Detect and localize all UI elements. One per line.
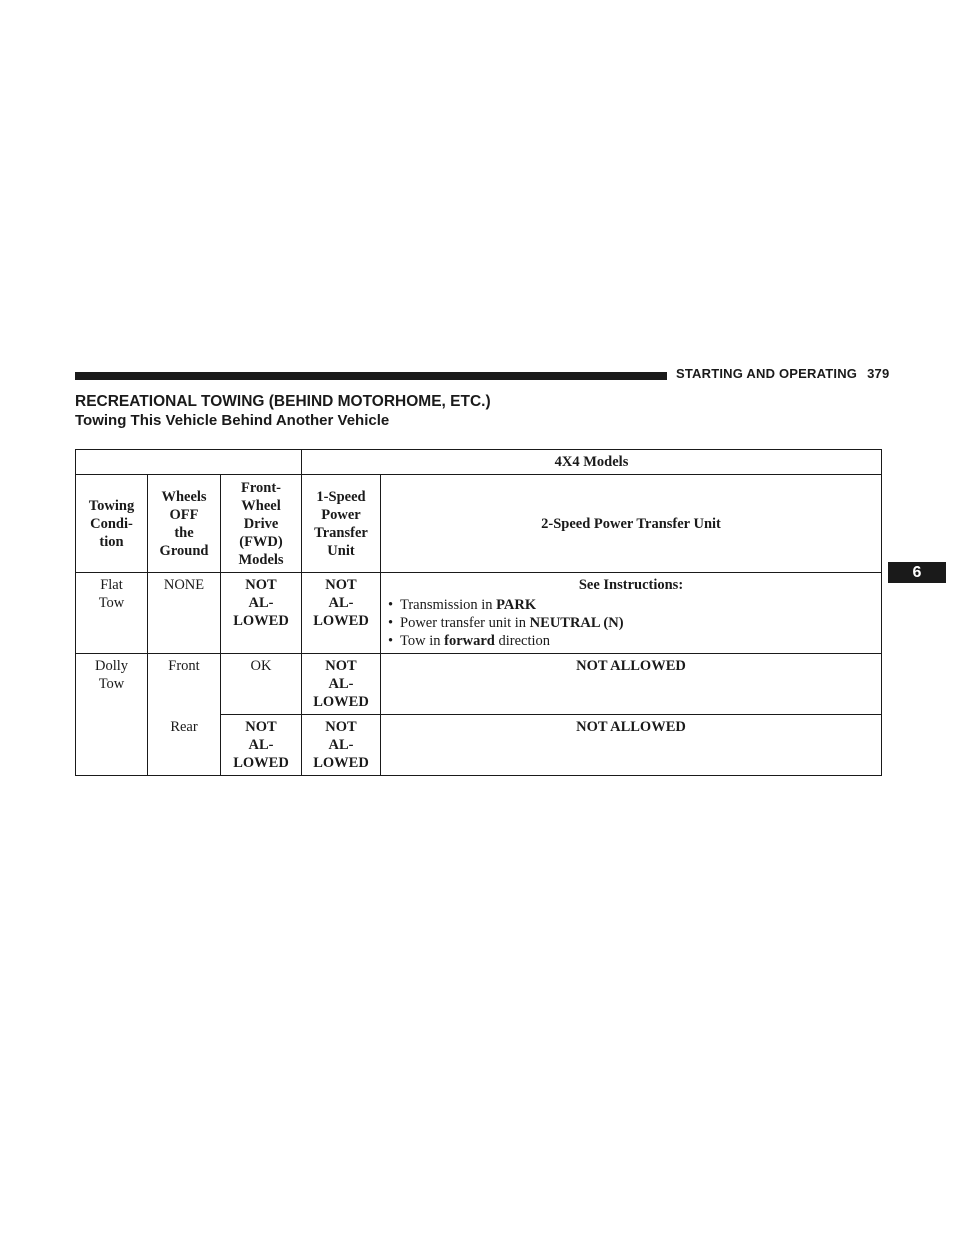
dolly-rear-1-speed: NOT AL- LOWED: [302, 715, 381, 776]
flat-tow-1-speed: NOT AL- LOWED: [302, 573, 381, 654]
list-item: • Tow in forward direction: [388, 633, 551, 649]
instructions-list: [383, 596, 879, 650]
group-header-4x4: 4X4 Models: [302, 450, 882, 475]
bullet-icon: •: [388, 615, 394, 631]
flat-tow-2-speed: [381, 573, 882, 654]
running-header: [676, 366, 889, 381]
dolly-rear-2-speed: NOT ALLOWED: [381, 715, 882, 776]
section-title: RECREATIONAL TOWING (BEHIND MOTORHOME, ETC.): [75, 393, 491, 410]
dolly-front-fwd: OK: [221, 654, 302, 715]
flat-tow-fwd: NOT AL- LOWED: [221, 573, 302, 654]
dolly-front-2-speed: NOT ALLOWED: [381, 654, 882, 715]
blank-header-cell: [148, 450, 221, 475]
header-1-speed: 1-Speed Power Transfer Unit: [302, 475, 381, 573]
dolly-tow-condition: Dolly Tow: [76, 654, 148, 776]
header-rule: [75, 372, 667, 380]
header-wheels-off-ground: Wheels OFF the Ground: [148, 475, 221, 573]
list-item: • Transmission in PARK: [388, 597, 537, 613]
list-item: • Power transfer unit in NEUTRAL (N): [388, 615, 624, 631]
bullet-icon: •: [388, 597, 394, 613]
dolly-rear-wheels: Rear: [148, 715, 221, 776]
flat-tow-condition: Flat Tow: [76, 573, 148, 654]
dolly-front-wheels: Front: [148, 654, 221, 715]
blank-header-cell: [221, 450, 302, 475]
blank-header-cell: [76, 450, 148, 475]
instructions-title: See Instructions:: [578, 577, 684, 593]
section-name: STARTING AND OPERATING: [676, 366, 858, 381]
header-fwd-models: Front- Wheel Drive (FWD) Models: [221, 475, 302, 573]
dolly-rear-fwd: NOT AL- LOWED: [221, 715, 302, 776]
dolly-front-1-speed: NOT AL- LOWED: [302, 654, 381, 715]
flat-tow-wheels: NONE: [148, 573, 221, 654]
chapter-tab[interactable]: 6: [888, 562, 946, 583]
bullet-icon: •: [388, 633, 394, 649]
header-2-speed: 2-Speed Power Transfer Unit: [381, 475, 882, 573]
page-number: 379: [867, 366, 890, 381]
section-subtitle: Towing This Vehicle Behind Another Vehicle: [75, 412, 390, 429]
header-towing-condition: Towing Condi- tion: [76, 475, 148, 573]
towing-table: [75, 449, 882, 776]
